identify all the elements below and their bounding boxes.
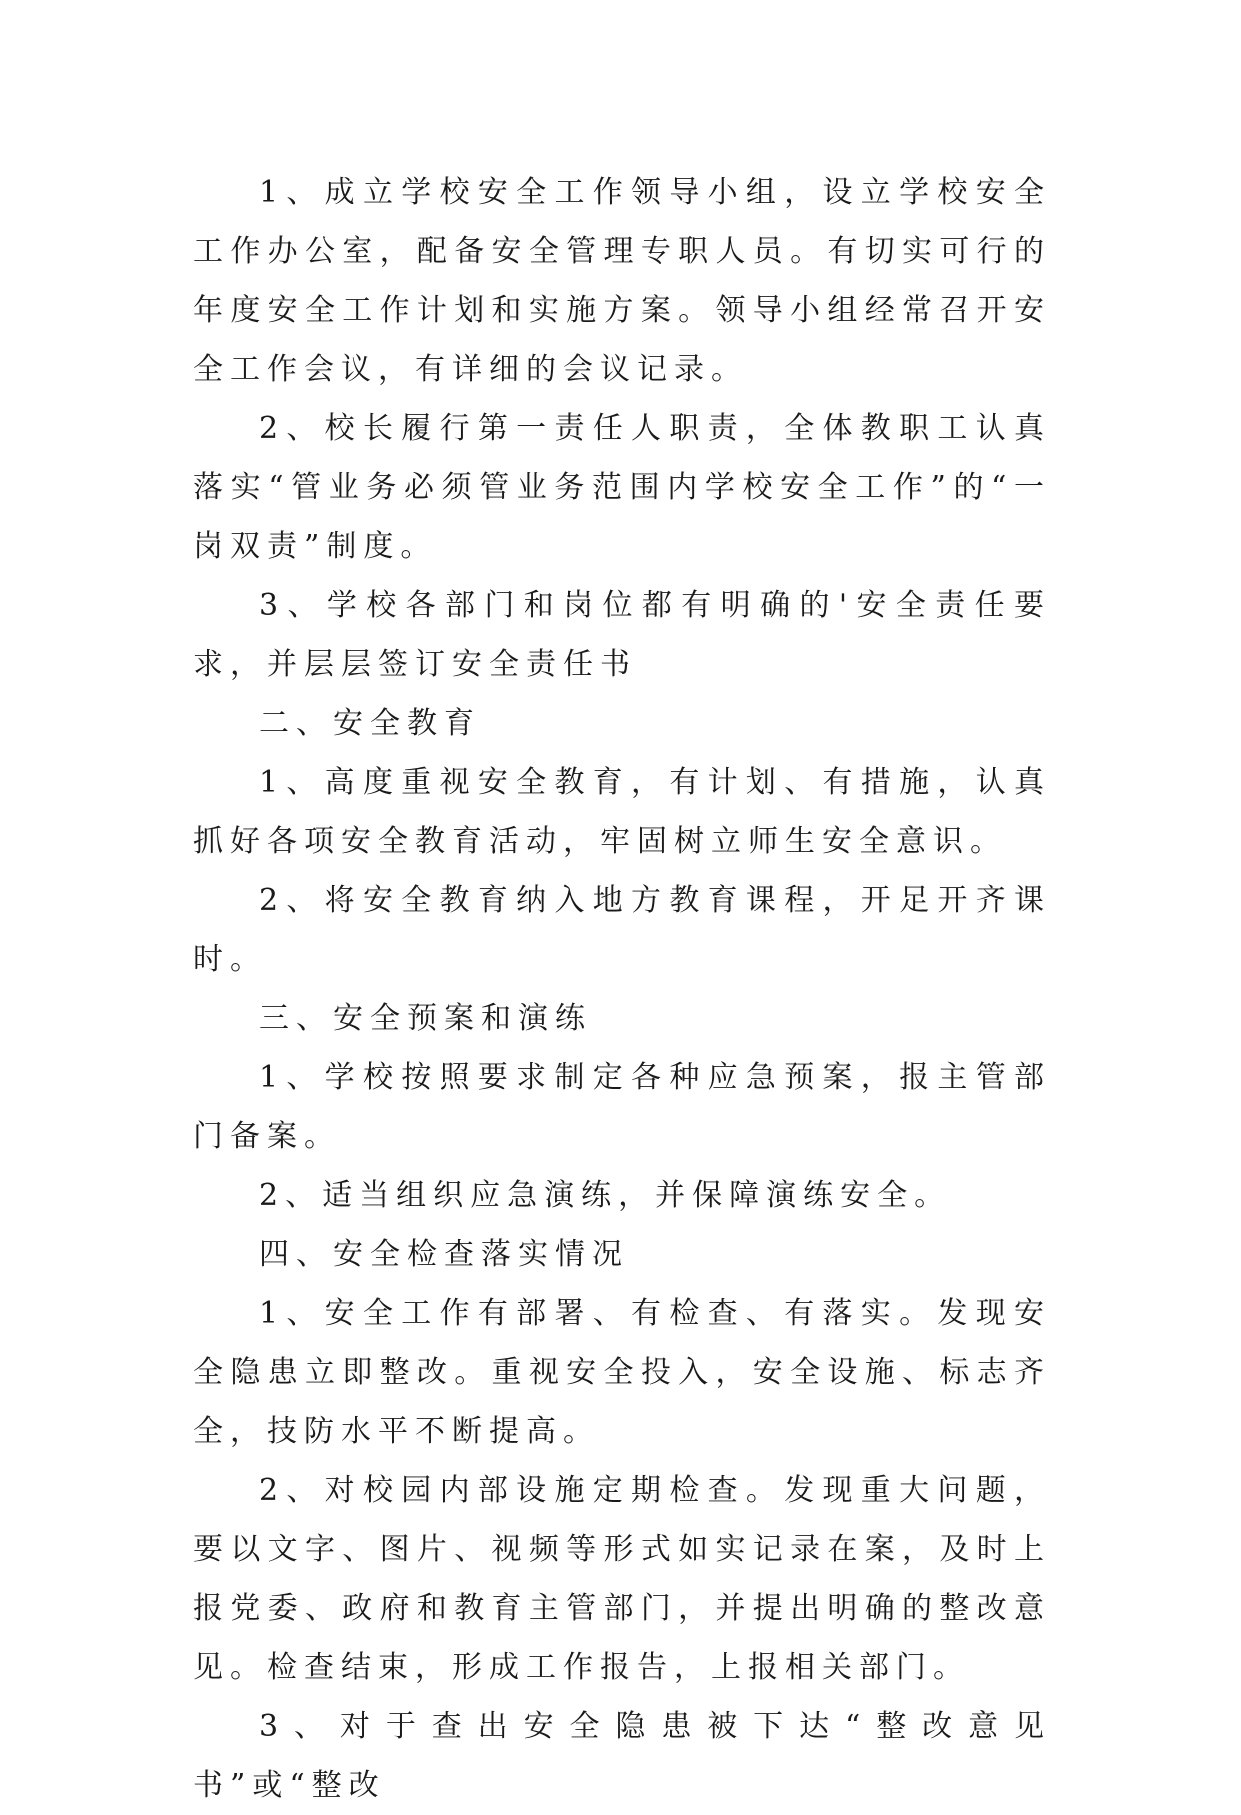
document-body: [193, 163, 1051, 1815]
paragraph-item: 2、将安全教育纳入地方教育课程，开足开齐课时。: [193, 883, 1051, 977]
paragraph-item: 3、对于查出安全隐患被下达“整改意见书”或“整改: [193, 1709, 1051, 1803]
section-heading: 二、安全教育: [259, 706, 481, 741]
paragraph-item: 1、高度重视安全教育，有计划、有措施，认真抓好各项安全教育活动，牢固树立师生安全意识。: [193, 765, 1051, 859]
paragraph-item: 1、学校按照要求制定各种应急预案，报主管部门备案。: [193, 1060, 1051, 1154]
paragraph-item: 1、成立学校安全工作领导小组，设立学校安全工作办公室，配备安全管理专职人员。有切实可行的年度安全工作计划和实施方案。领导小组经常召开安全工作会议，有详细的会议记录。: [193, 175, 1051, 387]
paragraph-item: 2、校长履行第一责任人职责，全体教职工认真落实“管业务必须管业务范围内学校安全工作”的“一岗双责”制度。: [193, 411, 1051, 564]
section-heading: 三、安全预案和演练: [259, 1001, 592, 1036]
paragraph-item: 2、对校园内部设施定期检查。发现重大问题，要以文字、图片、视频等形式如实记录在案，及时上报党委、政府和教育主管部门，并提出明确的整改意见。检查结束，形成工作报告，上报相关部门。: [193, 1473, 1051, 1685]
paragraph-item: 1、安全工作有部署、有检查、有落实。发现安全隐患立即整改。重视安全投入，安全设施、标志齐全，技防水平不断提高。: [193, 1296, 1051, 1449]
paragraph-item: 3、学校各部门和岗位都有明确的'安全责任要求，并层层签订安全责任书: [193, 588, 1051, 682]
section-heading: 四、安全检查落实情况: [259, 1237, 629, 1272]
paragraph-item: 2、适当组织应急演练，并保障演练安全。: [259, 1178, 952, 1213]
